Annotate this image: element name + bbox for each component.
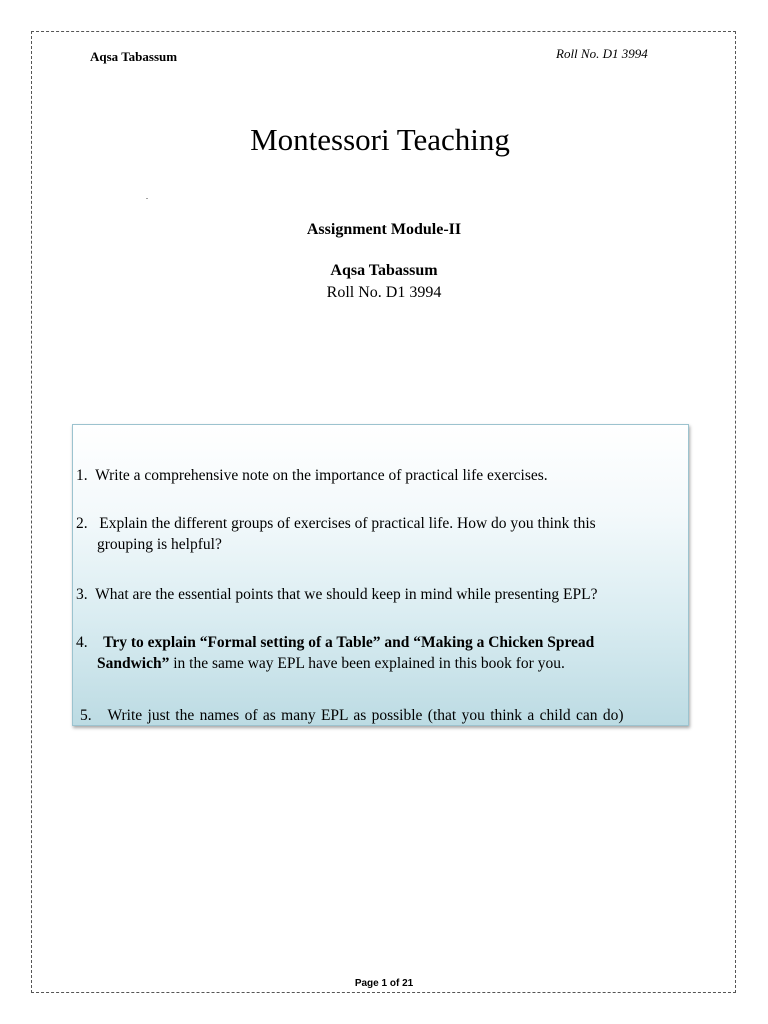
assignment-module-heading: Assignment Module-II: [306, 221, 462, 238]
question-text-line-2: grouping is helpful?: [97, 536, 222, 553]
question-number: 1.: [76, 467, 88, 484]
roll-number: Roll No. D1 3994: [326, 284, 442, 301]
author-name: Aqsa Tabassum: [330, 262, 438, 279]
question-text-rest: in the same way EPL have been explained in this book for you.: [169, 655, 565, 672]
header-roll-number: Roll No. D1 3994: [556, 46, 648, 61]
question-text-line-1: Explain the different groups of exercises of practical life. How do you think this: [99, 515, 596, 532]
header-author-name: Aqsa Tabassum: [90, 49, 178, 64]
question-4: [76, 632, 594, 674]
question-text-bold-line-1: Try to explain “Formal setting of a Table” and “Making a Chicken Spread: [103, 634, 595, 651]
question-text: What are the essential points that we should keep in mind while presenting EPL?: [95, 586, 598, 603]
question-number: 2.: [76, 515, 88, 532]
question-5: [80, 705, 624, 726]
question-number: 3.: [76, 586, 88, 603]
question-text-line-2: [76, 653, 594, 674]
question-number: 4.: [76, 634, 88, 651]
question-2: [76, 513, 596, 555]
page-label: Page: [354, 978, 382, 989]
page-current: 1: [381, 978, 388, 989]
question-3: [76, 584, 597, 605]
question-number: 5.: [80, 707, 92, 724]
stray-dot: .: [146, 192, 148, 201]
question-text-bold-line-2: Sandwich”: [97, 655, 170, 672]
document-title: Montessori Teaching: [250, 122, 510, 157]
question-text: Write just the names of as many EPL as possible (that you think a child can do): [107, 707, 624, 724]
page-footer: [0, 978, 768, 989]
question-text: Write a comprehensive note on the importance of practical life exercises.: [95, 467, 548, 484]
page-total: 21: [402, 978, 414, 989]
question-1: [76, 465, 548, 486]
page-separator: of: [387, 978, 403, 989]
